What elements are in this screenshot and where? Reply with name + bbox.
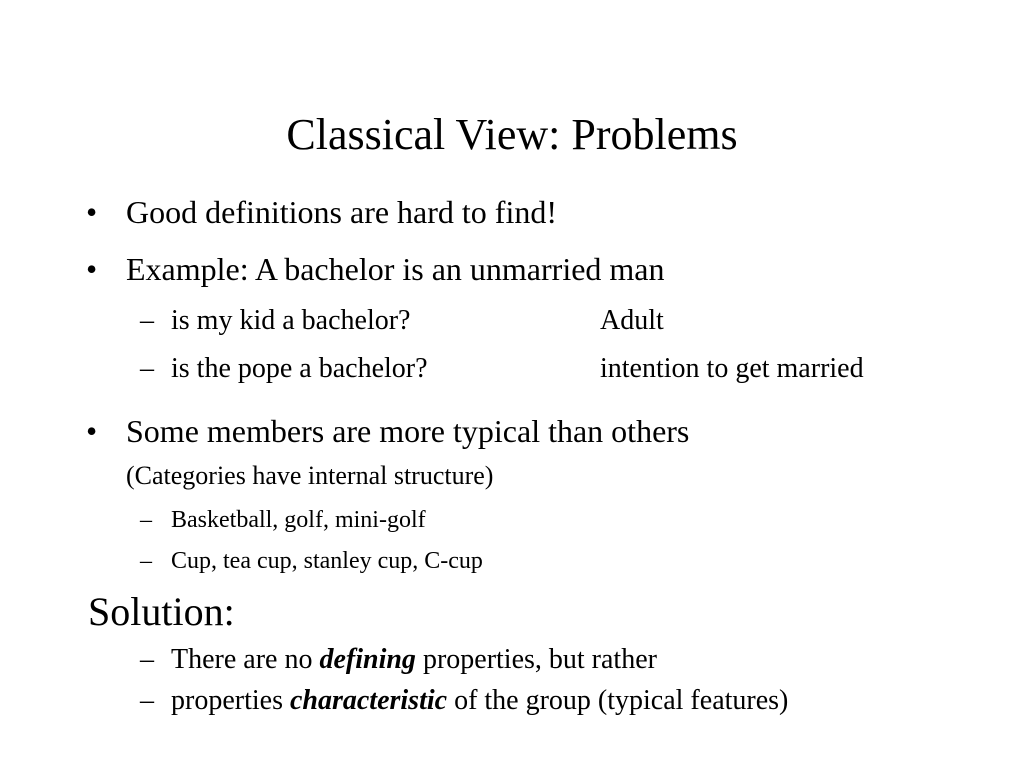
bullet-text: Good definitions are hard to find! [126,194,557,230]
sub-dash: – [140,353,154,384]
emphasis-defining: defining [319,644,416,675]
sub-dash: – [140,305,154,336]
sub-dash: – [140,507,152,533]
solution-text-before: There are no [171,644,320,675]
solution-heading: Solution: [88,589,235,634]
sub-answer: intention to get married [600,353,864,384]
solution-text-before: properties [171,685,290,716]
internal-structure-note: (Categories have internal structure) [126,461,494,490]
sub-answer: Adult [600,305,664,336]
solution-text [171,643,657,677]
sub-dash: – [140,685,154,716]
solution-text-after: properties, but rather [415,644,657,675]
sub-text: Basketball, golf, mini-golf [171,507,426,533]
solution-text [171,684,788,718]
bullet-text: Example: A bachelor is an unmarried man [126,251,665,287]
sub-question: is the pope a bachelor? [171,353,428,384]
sub-text: Cup, tea cup, stanley cup, C-cup [171,548,483,574]
bullet-text: Some members are more typical than others [126,413,690,449]
slide-title: Classical View: Problems [286,110,738,159]
sub-question: is my kid a bachelor? [171,305,411,336]
sub-dash: – [140,644,154,675]
emphasis-characteristic: characteristic [289,685,448,716]
sub-dash: – [140,548,152,574]
bullet-marker: • [86,251,98,287]
bullet-marker: • [86,413,98,449]
bullet-marker: • [86,194,98,230]
solution-text-after: of the group (typical features) [447,685,789,716]
